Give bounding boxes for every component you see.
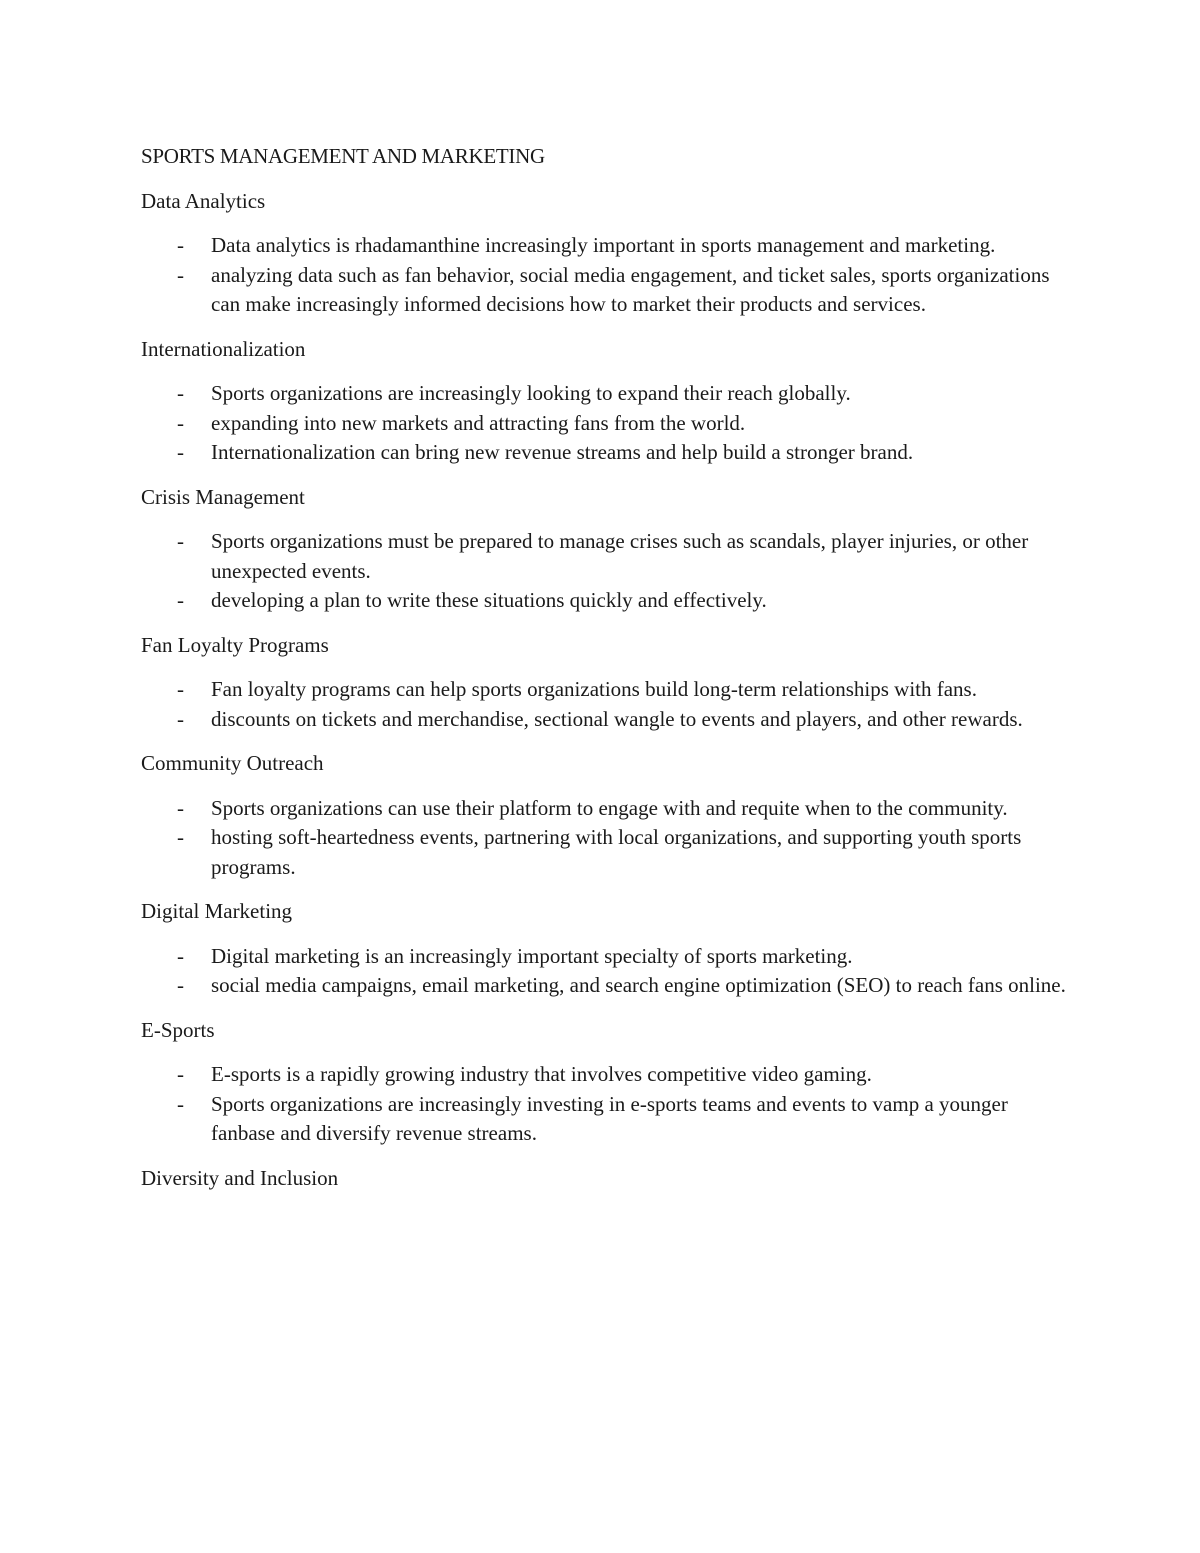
bullet-text: discounts on tickets and merchandise, sectional wangle to events and players, and other rewards. [211, 706, 1023, 731]
bullet-text: Internationalization can bring new revenue streams and help build a stronger brand. [211, 440, 914, 464]
bullet-item [141, 231, 1071, 261]
dash-marker: - [177, 440, 184, 464]
bullet-text: Digital marketing is an increasingly important specialty of sports marketing. [211, 943, 853, 968]
section-e-sports [141, 1016, 1071, 1149]
bullet-item [141, 971, 1071, 1001]
document-page [141, 142, 1071, 1208]
section-diversity-and-inclusion [141, 1164, 1071, 1194]
dash-marker: - [177, 233, 184, 257]
bullet-item [141, 942, 1071, 972]
bullet-item [141, 705, 1071, 735]
bullet-item [141, 1090, 1071, 1149]
section-fan-loyalty-programs [141, 631, 1071, 735]
section-heading: E-Sports [141, 1017, 215, 1042]
bullet-list [141, 527, 1071, 616]
bullet-text: Sports organizations are increasingly investing in e-sports teams and events to vamp a younger fanbase and diversify revenue streams. [211, 1091, 1008, 1145]
bullet-text: expanding into new markets and attracting fans from the world. [211, 410, 746, 435]
bullet-list [141, 1060, 1071, 1149]
section-digital-marketing [141, 897, 1071, 1001]
dash-marker: - [177, 588, 184, 612]
bullet-item [141, 438, 1071, 468]
section-heading: Data Analytics [141, 188, 266, 213]
bullet-item [141, 675, 1071, 705]
bullet-text: Sports organizations can use their platform to engage with and requite when to the community. [211, 795, 1008, 820]
bullet-text: analyzing data such as fan behavior, social media engagement, and ticket sales, sports organizations can make increasingly informed decisions how to market their products and services. [211, 262, 1050, 316]
section-heading: Internationalization [141, 336, 306, 361]
dash-marker: - [177, 677, 184, 701]
bullet-list [141, 942, 1071, 1001]
bullet-text: Sports organizations are increasingly looking to expand their reach globally. [211, 381, 851, 405]
bullet-list [141, 794, 1071, 883]
section-data-analytics [141, 187, 1071, 320]
bullet-item [141, 409, 1071, 439]
section-heading: Fan Loyalty Programs [141, 632, 329, 657]
section-internationalization [141, 335, 1071, 468]
bullet-text: Data analytics is rhadamanthine increasingly important in sports management and marketing. [211, 233, 996, 257]
bullet-text: developing a plan to write these situations quickly and effectively. [211, 588, 767, 612]
bullet-text: Fan loyalty programs can help sports organizations build long-term relationships with fans. [211, 677, 977, 701]
dash-marker: - [177, 410, 184, 435]
dash-marker: - [177, 1091, 184, 1116]
document-title: SPORTS MANAGEMENT AND MARKETING [141, 144, 545, 168]
bullet-item [141, 1060, 1071, 1090]
dash-marker: - [177, 706, 184, 731]
dash-marker: - [177, 795, 184, 820]
bullet-item [141, 527, 1071, 586]
section-community-outreach [141, 749, 1071, 882]
section-heading: Digital Marketing [141, 899, 293, 923]
dash-marker: - [177, 825, 184, 849]
bullet-list [141, 675, 1071, 734]
dash-marker: - [177, 1062, 184, 1086]
bullet-text: E-sports is a rapidly growing industry that involves competitive video gaming. [211, 1062, 872, 1086]
bullet-text: social media campaigns, email marketing, and search engine optimization (SEO) to reach fans online. [211, 973, 1066, 997]
bullet-text: hosting soft-heartedness events, partnering with local organizations, and supporting youth sports programs. [211, 825, 1022, 879]
bullet-item [141, 586, 1071, 616]
dash-marker: - [177, 529, 184, 553]
bullet-list [141, 379, 1071, 468]
bullet-item [141, 794, 1071, 824]
bullet-item [141, 261, 1071, 320]
dash-marker: - [177, 262, 184, 287]
bullet-item [141, 823, 1071, 882]
dash-marker: - [177, 973, 184, 997]
dash-marker: - [177, 943, 184, 968]
bullet-list [141, 231, 1071, 320]
section-heading: Crisis Management [141, 484, 305, 509]
bullet-text: Sports organizations must be prepared to manage crises such as scandals, player injuries, or other unexpected events. [211, 529, 1029, 583]
section-heading: Community Outreach [141, 751, 324, 775]
section-crisis-management [141, 483, 1071, 616]
section-heading: Diversity and Inclusion [141, 1165, 339, 1190]
dash-marker: - [177, 381, 184, 405]
bullet-item [141, 379, 1071, 409]
